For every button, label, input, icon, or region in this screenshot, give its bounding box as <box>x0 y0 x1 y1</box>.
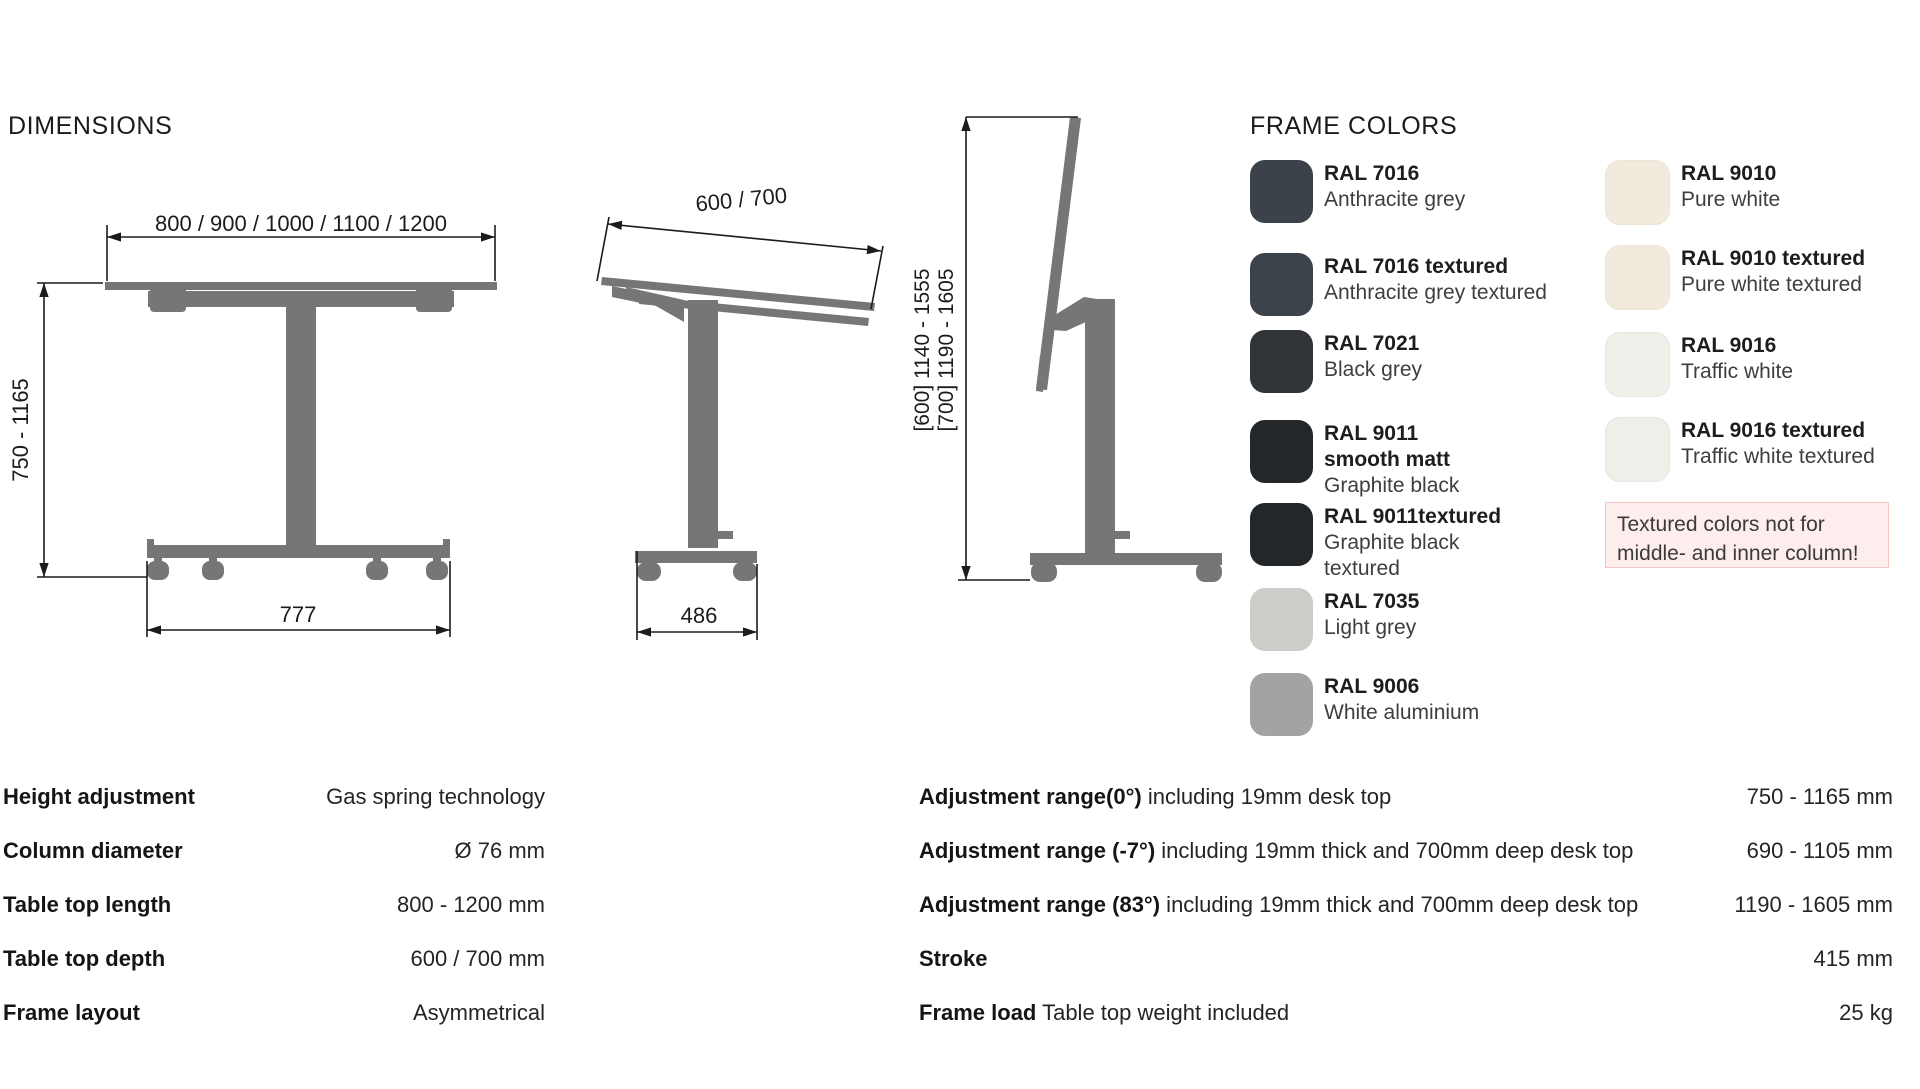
tilted-view-dimensions <box>958 117 1078 580</box>
spec-label-bold: Adjustment range(0°) <box>919 784 1142 809</box>
spec-label: Table top depth <box>3 946 166 971</box>
spec-label: Height adjustment <box>3 784 195 809</box>
color-name: Anthracite grey <box>1324 188 1466 211</box>
front-view-drawing <box>105 282 497 580</box>
frame-colors-heading: FRAME COLORS <box>1250 112 1458 140</box>
spec-row-adjustment-range-83 <box>919 878 1893 932</box>
spec-label <box>919 946 987 972</box>
dimensions-heading: DIMENSIONS <box>8 112 173 140</box>
color-name: Anthracite grey textured <box>1324 281 1547 304</box>
color-item-ral-9006 <box>1250 673 1479 736</box>
spec-value: 690 - 1105 mm <box>1746 838 1893 863</box>
front-base-width-label: 777 <box>279 602 317 627</box>
spec-label-rest: including 19mm thick and 700mm deep desk top <box>1155 838 1634 863</box>
color-name: White aluminium <box>1324 701 1480 724</box>
color-ral-code: RAL 9011textured <box>1324 505 1502 528</box>
spec-label <box>919 784 1391 810</box>
spec-value: 25 kg <box>1839 1000 1893 1025</box>
color-name: Pure white <box>1681 188 1781 211</box>
tilted-height-label-600: [600] 1140 - 1555 <box>911 268 934 432</box>
spec-value: 600 / 700 mm <box>410 946 545 971</box>
color-ral-code: RAL 7016 textured <box>1324 255 1509 278</box>
color-name: Graphite black <box>1324 531 1460 554</box>
color-ral-code: RAL 7021 <box>1324 332 1420 355</box>
color-item-ral-9011 <box>1250 420 1459 499</box>
color-item-ral-9011-textured <box>1250 503 1501 582</box>
spec-label <box>919 1000 1289 1026</box>
spec-label: Table top length <box>3 892 172 917</box>
spec-label-rest: including 19mm desk top <box>1141 784 1392 809</box>
spec-label <box>919 838 1633 864</box>
spec-row-frame-load <box>919 986 1893 1040</box>
spec-value: Asymmetrical <box>412 1000 545 1025</box>
spec-row-frame-layout <box>3 986 545 1040</box>
spec-label-rest: Table top weight included <box>1036 1000 1290 1025</box>
spec-value: Ø 76 mm <box>454 838 545 863</box>
color-name: Graphite black <box>1324 474 1460 497</box>
color-swatch <box>1250 673 1313 736</box>
specs-table-right <box>919 770 1893 1040</box>
color-item-ral-9016-textured <box>1605 417 1875 482</box>
color-name-line2: textured <box>1324 557 1400 580</box>
side-view-drawing <box>601 277 875 581</box>
spec-label-bold: Adjustment range (83°) <box>919 892 1161 917</box>
color-ral-code: RAL 9006 <box>1324 675 1420 698</box>
tilted-height-label-700: [700] 1190 - 1605 <box>935 268 958 432</box>
color-ral-code: RAL 9011 <box>1324 422 1419 445</box>
color-name: Traffic white <box>1681 360 1794 383</box>
specs-table-left <box>3 770 545 1040</box>
color-name: Traffic white textured <box>1681 445 1875 468</box>
color-swatch <box>1250 503 1313 566</box>
caster-icon <box>147 556 448 580</box>
spec-label-rest: including 19mm thick and 700mm deep desk top <box>1160 892 1639 917</box>
color-name: Black grey <box>1324 358 1423 381</box>
spec-label: Column diameter <box>3 838 183 863</box>
spec-value: Gas spring technology <box>326 784 545 809</box>
color-ral-code: RAL 9010 <box>1681 162 1777 185</box>
spec-row-table-top-length <box>3 878 545 932</box>
spec-label-bold: Stroke <box>919 946 988 971</box>
color-name: Pure white textured <box>1681 273 1862 296</box>
color-item-ral-9010-textured <box>1605 245 1865 310</box>
color-name: Light grey <box>1324 616 1417 639</box>
spec-row-column-diameter <box>3 824 545 878</box>
color-item-ral-7016-textured <box>1250 253 1547 316</box>
spec-row-adjustment-range-minus7 <box>919 824 1893 878</box>
spec-value: 800 - 1200 mm <box>397 892 545 917</box>
color-swatch <box>1605 160 1670 225</box>
color-swatch <box>1605 245 1670 310</box>
spec-row-height-adjustment <box>3 770 545 824</box>
spec-value: 750 - 1165 mm <box>1746 784 1893 809</box>
spec-row-table-top-depth <box>3 932 545 986</box>
front-top-width-label: 800 / 900 / 1000 / 1100 / 1200 <box>155 211 447 236</box>
spec-label: Frame layout <box>3 1000 140 1025</box>
spec-label-bold: Adjustment range (-7°) <box>919 838 1156 863</box>
color-item-ral-7035 <box>1250 588 1419 651</box>
color-swatch <box>1250 330 1313 393</box>
textured-colors-note: Textured colors not for middle- and inner column! <box>1605 502 1889 568</box>
color-ral-code: RAL 9010 textured <box>1681 247 1866 270</box>
color-item-ral-9010 <box>1605 160 1780 225</box>
front-height-label: 750 - 1165 <box>8 378 33 482</box>
color-ral-code: RAL 9016 textured <box>1681 419 1866 442</box>
color-swatch <box>1250 588 1313 651</box>
color-swatch <box>1250 253 1313 316</box>
color-swatch <box>1250 160 1313 223</box>
spec-value: 1190 - 1605 mm <box>1734 892 1893 917</box>
tilted-view-drawing <box>1030 117 1222 582</box>
color-swatch <box>1605 332 1670 397</box>
spec-label <box>919 892 1638 918</box>
color-item-ral-7021 <box>1250 330 1422 393</box>
technical-drawings <box>0 0 1240 660</box>
spec-row-stroke <box>919 932 1893 986</box>
color-ral-code: RAL 7016 <box>1324 162 1420 185</box>
spec-row-adjustment-range-0 <box>919 770 1893 824</box>
side-base-depth-label: 486 <box>680 603 718 628</box>
color-ral-code-line2: smooth matt <box>1324 448 1450 471</box>
color-ral-code: RAL 7035 <box>1324 590 1420 613</box>
color-item-ral-9016 <box>1605 332 1793 397</box>
spec-value: 415 mm <box>1813 946 1893 971</box>
color-swatch <box>1250 420 1313 483</box>
color-swatch <box>1605 417 1670 482</box>
color-ral-code: RAL 9016 <box>1681 334 1777 357</box>
color-item-ral-7016 <box>1250 160 1465 223</box>
side-depth-label: 600 / 700 <box>694 182 789 217</box>
spec-label-bold: Frame load <box>919 1000 1037 1025</box>
